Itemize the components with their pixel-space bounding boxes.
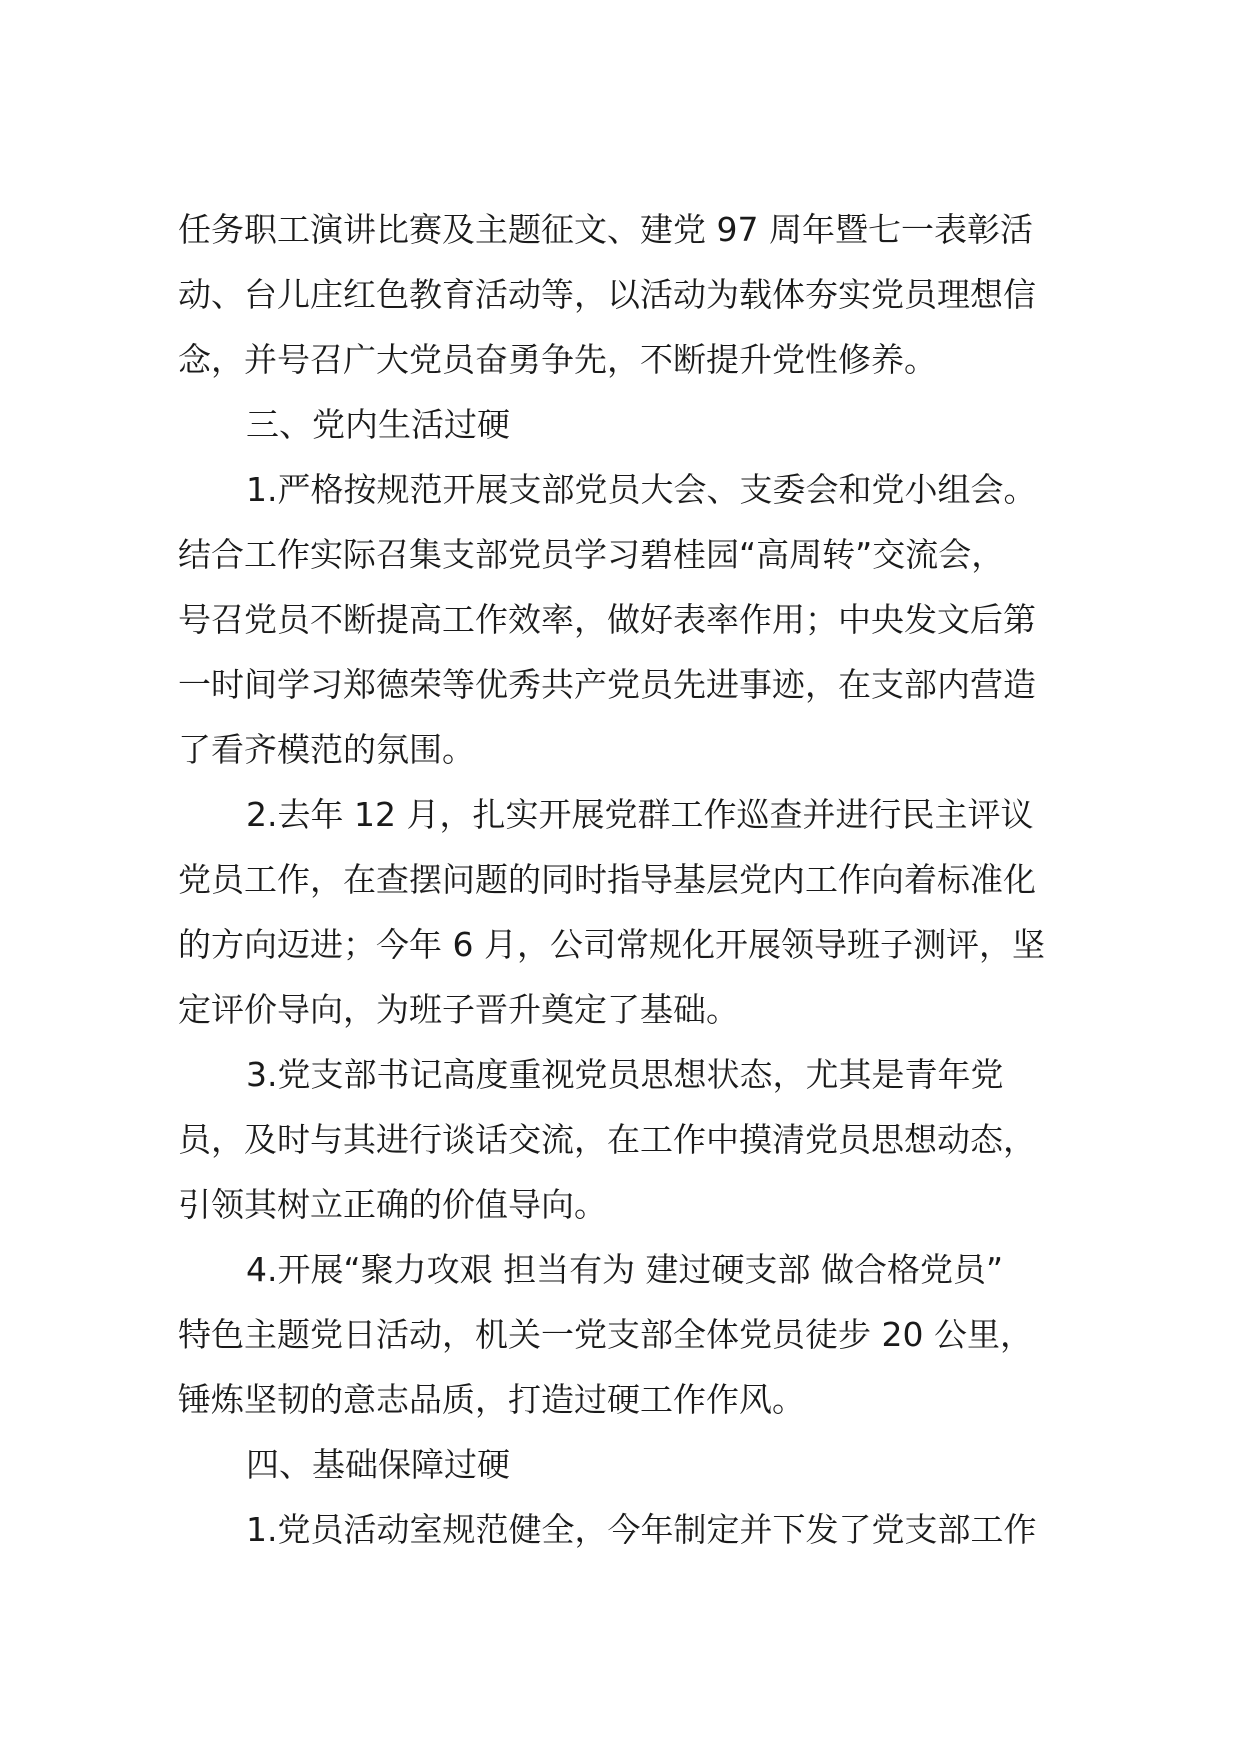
text-line: 锤炼坚韧的意志品质，打造过硬工作作风。 [178,1380,805,1419]
text-line: 4.开展“聚力攻艰 担当有为 建过硬支部 做合格党员” [246,1250,1004,1289]
text-line: 结合工作实际召集支部党员学习碧桂园“高周转”交流会， [178,535,1005,574]
section-heading: 三、党内生活过硬 [246,405,510,444]
text-line: 特色主题党日活动，机关一党支部全体党员徒步 20 公里， [178,1315,1033,1354]
text-line: 1.严格按规范开展支部党员大会、支委会和党小组会。 [246,470,1037,509]
text-line: 定评价导向，为班子晋升奠定了基础。 [178,990,739,1029]
text-line: 1.党员活动室规范健全，今年制定并下发了党支部工作 [246,1510,1037,1549]
text-line: 的方向迈进；今年 6 月，公司常规化开展领导班子测评，坚 [178,925,1045,964]
text-line: 了看齐模范的氛围。 [178,730,475,769]
text-line: 念，并号召广大党员奋勇争先，不断提升党性修养。 [178,340,937,379]
text-line: 3.党支部书记高度重视党员思想状态，尤其是青年党 [246,1055,1004,1094]
document-body [178,197,1074,1562]
text-line: 党员工作，在查摆问题的同时指导基层党内工作向着标准化 [178,860,1036,899]
text-line: 动、台儿庄红色教育活动等，以活动为载体夯实党员理想信 [178,275,1036,314]
text-line: 引领其树立正确的价值导向。 [178,1185,607,1224]
text-line: 2.去年 12 月，扎实开展党群工作巡查并进行民主评议 [246,795,1034,834]
text-line: 号召党员不断提高工作效率，做好表率作用；中央发文后第 [178,600,1036,639]
text-line: 任务职工演讲比赛及主题征文、建党 97 周年暨七一表彰活 [178,210,1033,249]
text-line: 员，及时与其进行谈话交流，在工作中摸清党员思想动态， [178,1120,1036,1159]
section-heading: 四、基础保障过硬 [246,1445,510,1484]
text-line: 一时间学习郑德荣等优秀共产党员先进事迹，在支部内营造 [178,665,1036,704]
